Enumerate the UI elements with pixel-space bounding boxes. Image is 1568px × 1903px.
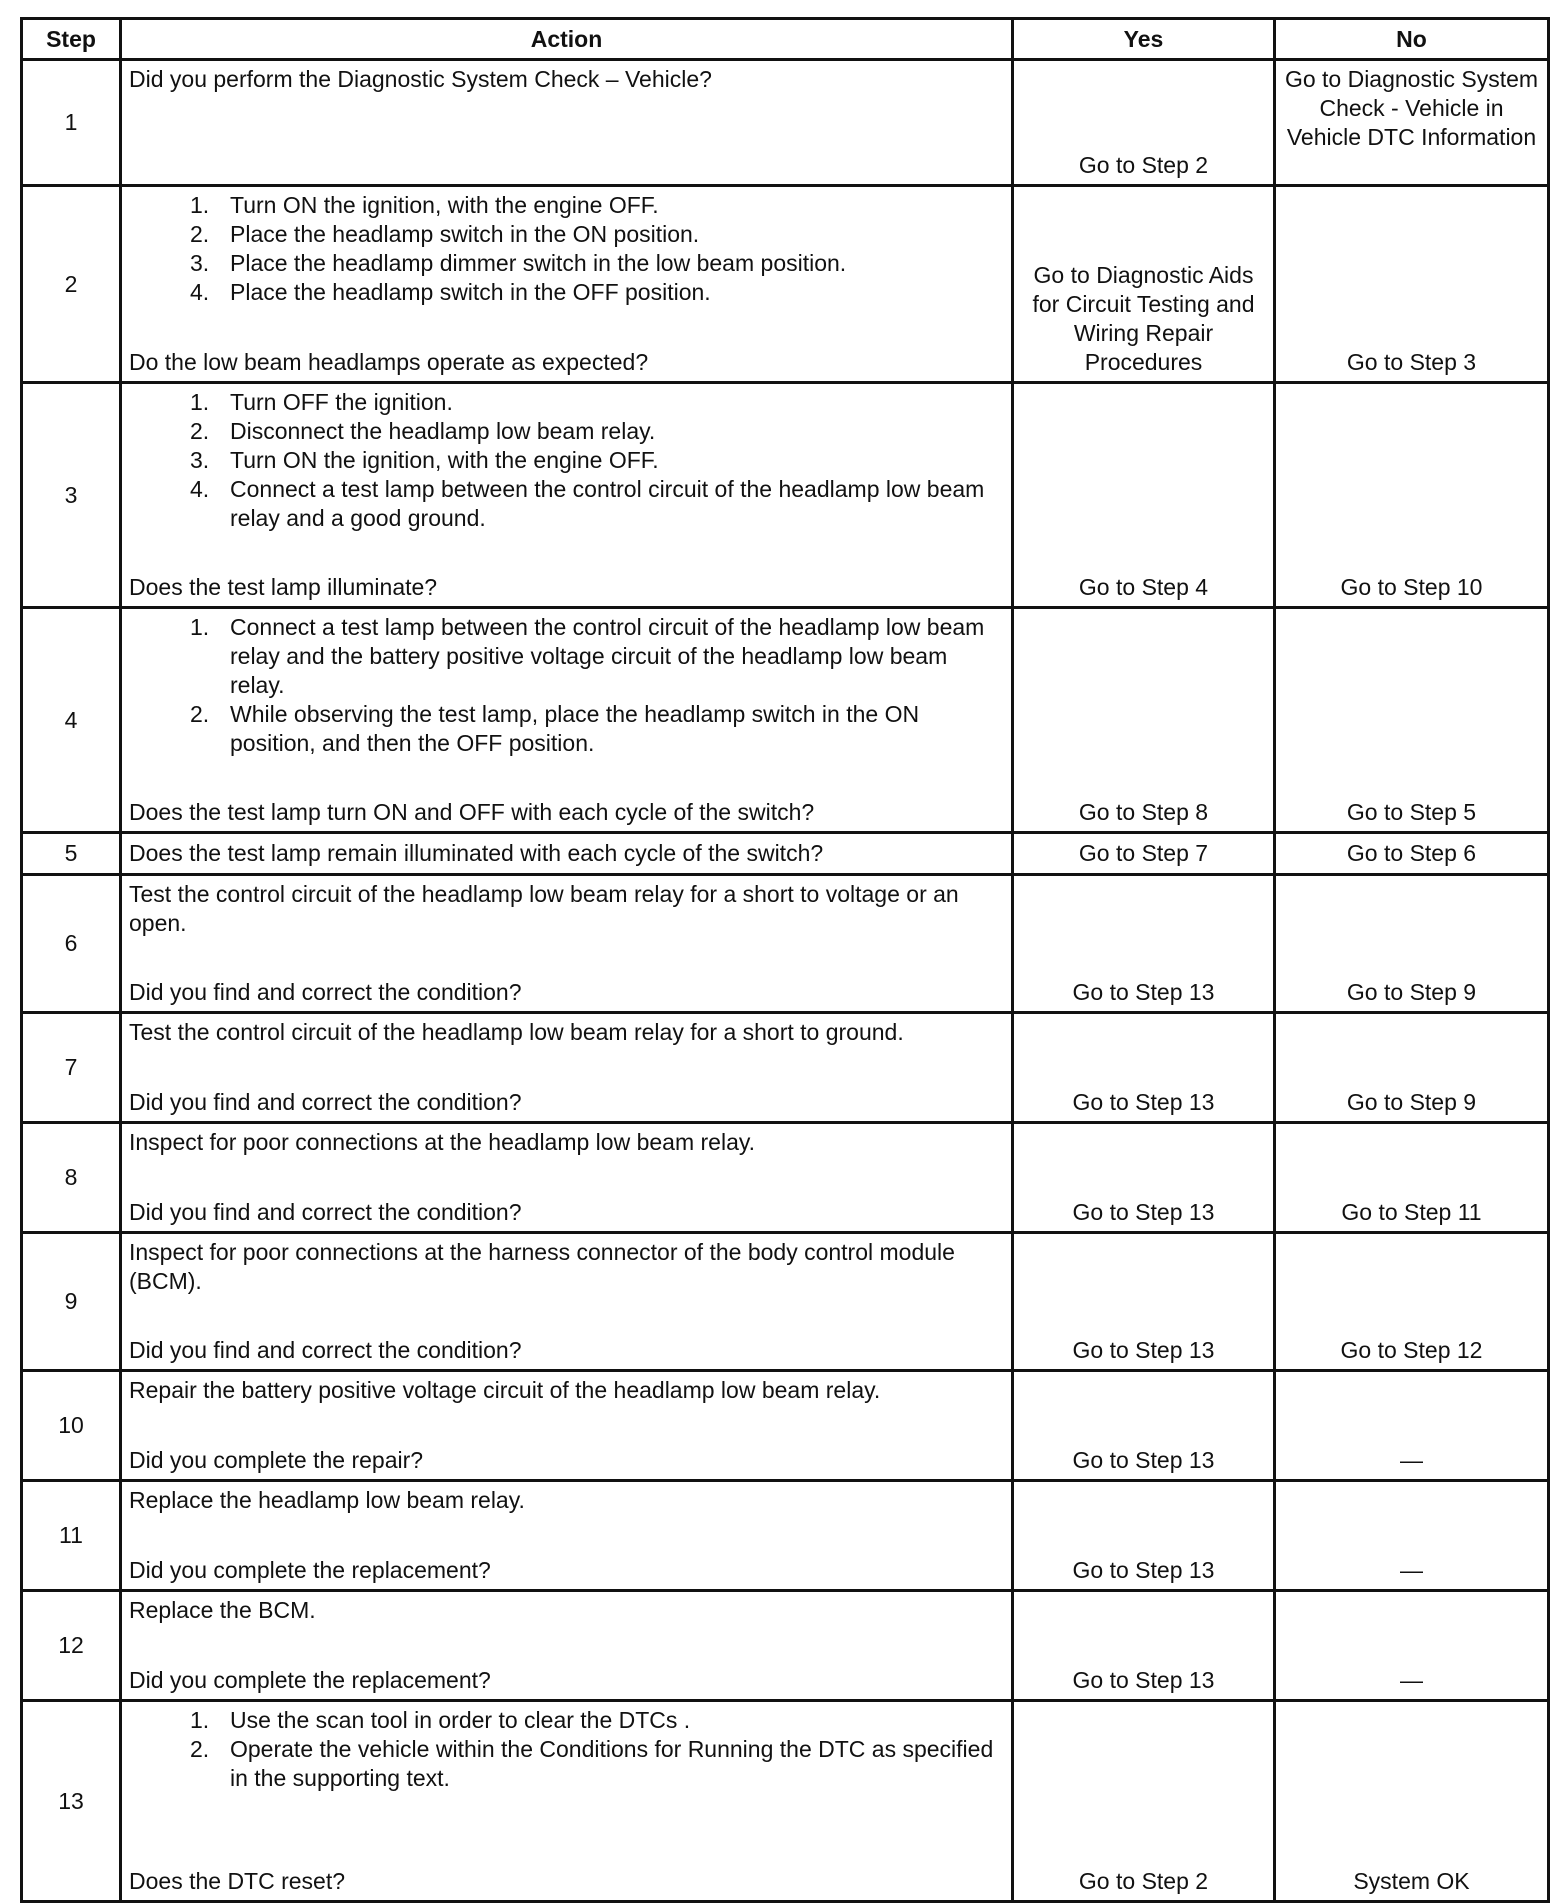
yes-result: Go to Step 4 [1078,574,1209,600]
step-cell: 11 [22,1481,121,1591]
step-cell: 5 [22,833,121,875]
instruction-item [129,388,997,417]
instruction-number: 1. [190,1707,210,1733]
table-row [22,875,1549,1013]
yes-result: Go to Step 2 [1078,152,1209,178]
instruction-text: Turn ON the ignition, with the engine OFF. [230,192,659,218]
no-cell [1275,186,1549,383]
instruction-text: Operate the vehicle within the Conditions for Running the DTC as specified in the supporting text. [230,1736,994,1791]
action-cell [121,608,1013,833]
action-cell [121,875,1013,1013]
table-row [22,1123,1549,1233]
action-content [122,609,1011,831]
yes-cell [1013,1701,1275,1902]
instruction-text: While observing the test lamp, place the headlamp switch in the ON position, and then the OFF position. [230,701,920,756]
yes-cell [1013,608,1275,833]
no-cell [1275,383,1549,608]
instruction-item [129,700,997,758]
action-question: Did you find and correct the condition? [129,1089,522,1115]
action-description: Inspect for poor connections at the harness connector of the body control module (BCM). [129,1239,955,1294]
yes-result: Go to Step 13 [1072,1199,1215,1225]
table-body [22,60,1549,1902]
instruction-item [129,1735,997,1793]
no-cell [1275,1013,1549,1123]
instruction-text: Turn ON the ignition, with the engine OFF. [230,447,659,473]
instruction-text: Use the scan tool in order to clear the DTCs . [230,1707,691,1733]
step-cell: 8 [22,1123,121,1233]
table-row [22,383,1549,608]
action-cell [121,186,1013,383]
action-description: Test the control circuit of the headlamp low beam relay for a short to voltage or an open. [129,881,959,936]
step-cell: 6 [22,875,121,1013]
no-result: Go to Step 5 [1346,799,1477,825]
instruction-number: 2. [190,701,210,727]
step-cell: 7 [22,1013,121,1123]
action-cell [121,1481,1013,1591]
instruction-list [129,388,997,533]
action-description: Replace the headlamp low beam relay. [129,1487,525,1513]
action-content [122,1234,1011,1369]
action-content [122,1592,1011,1699]
yes-cell [1013,1481,1275,1591]
action-cell [121,1233,1013,1371]
instruction-text: Turn OFF the ignition. [230,389,453,415]
step-cell: 13 [22,1701,121,1902]
header-no: No [1275,19,1549,60]
yes-result: Go to Step 13 [1072,1337,1215,1363]
yes-result: Go to Step 7 [1078,840,1209,866]
instruction-item [129,249,997,278]
step-cell: 4 [22,608,121,833]
no-cell [1275,1481,1549,1591]
instruction-number: 4. [190,279,210,305]
instruction-text: Place the headlamp switch in the ON position. [230,221,700,247]
action-content [122,1014,1011,1121]
action-question: Do the low beam headlamps operate as expected? [129,349,649,375]
step-cell: 1 [22,60,121,186]
action-cell [121,1371,1013,1481]
action-instructions [129,1376,997,1405]
table-row [22,186,1549,383]
no-cell [1275,1123,1549,1233]
action-cell [121,1013,1013,1123]
yes-result: Go to Diagnostic Aids for Circuit Testing and Wiring Repair Procedures [1032,262,1255,375]
instruction-text: Connect a test lamp between the control circuit of the headlamp low beam relay and a good ground. [230,476,985,531]
instruction-text: Disconnect the headlamp low beam relay. [230,418,656,444]
action-instructions [129,1128,997,1157]
yes-result: Go to Step 13 [1072,1447,1215,1473]
action-instructions [129,1706,997,1793]
action-question: Does the test lamp remain illuminated with each cycle of the switch? [129,840,824,866]
action-cell [121,833,1013,875]
instruction-item [129,613,997,700]
action-content [122,1482,1011,1589]
action-description: Repair the battery positive voltage circuit of the headlamp low beam relay. [129,1377,881,1403]
no-cell [1275,1591,1549,1701]
yes-result: Go to Step 13 [1072,979,1215,1005]
instruction-list [129,1706,997,1793]
table-row [22,1371,1549,1481]
step-cell: 12 [22,1591,121,1701]
instruction-number: 1. [190,192,210,218]
action-instructions [129,388,997,533]
diagnostic-table [20,17,1550,1903]
yes-cell [1013,60,1275,186]
action-question: Does the test lamp turn ON and OFF with each cycle of the switch? [129,799,815,825]
action-description: Test the control circuit of the headlamp low beam relay for a short to ground. [129,1019,904,1045]
yes-cell [1013,833,1275,875]
instruction-number: 2. [190,1736,210,1762]
no-cell [1275,1701,1549,1902]
action-question: Does the test lamp illuminate? [129,574,438,600]
no-cell [1275,1233,1549,1371]
action-cell [121,1591,1013,1701]
action-cell [121,383,1013,608]
no-result: — [1400,1557,1423,1583]
instruction-text: Place the headlamp switch in the OFF position. [230,279,711,305]
action-instructions [129,1238,997,1296]
yes-cell [1013,1013,1275,1123]
no-result: Go to Step 3 [1346,349,1477,375]
no-cell [1275,608,1549,833]
instruction-text: Place the headlamp dimmer switch in the low beam position. [230,250,847,276]
instruction-list [129,613,997,758]
no-cell [1275,833,1549,875]
no-result: Go to Step 6 [1346,840,1477,866]
no-result: Go to Step 12 [1340,1337,1483,1363]
yes-result: Go to Step 13 [1072,1557,1215,1583]
action-content [122,384,1011,606]
step-cell: 2 [22,186,121,383]
no-result: Go to Step 9 [1346,979,1477,1005]
action-instructions [129,191,997,307]
action-cell [121,1701,1013,1902]
instruction-text: Connect a test lamp between the control circuit of the headlamp low beam relay and the battery positive voltage circuit of the headlamp low beam relay. [230,614,985,698]
header-step: Step [22,19,121,60]
no-result: Go to Diagnostic System Check - Vehicle in Vehicle DTC Information [1284,66,1539,150]
action-content [122,834,1011,873]
table-row [22,1013,1549,1123]
no-cell [1275,875,1549,1013]
no-result: Go to Step 10 [1340,574,1483,600]
instruction-number: 2. [190,221,210,247]
header-row [22,19,1549,60]
yes-cell [1013,875,1275,1013]
action-description: Inspect for poor connections at the headlamp low beam relay. [129,1129,756,1155]
action-content [122,187,1011,381]
table-row [22,833,1549,875]
no-result: Go to Step 9 [1346,1089,1477,1115]
yes-cell [1013,1123,1275,1233]
instruction-number: 3. [190,447,210,473]
action-cell [121,60,1013,186]
yes-cell [1013,383,1275,608]
header-yes: Yes [1013,19,1275,60]
action-instructions [129,613,997,758]
step-cell: 10 [22,1371,121,1481]
table-row [22,608,1549,833]
action-question: Did you find and correct the condition? [129,979,522,1005]
action-content [122,876,1011,1011]
action-question: Does the DTC reset? [129,1868,346,1894]
action-instructions [129,880,997,938]
yes-result: Go to Step 2 [1078,1868,1209,1894]
instruction-number: 3. [190,250,210,276]
action-question: Did you complete the replacement? [129,1667,491,1693]
step-cell: 3 [22,383,121,608]
action-question: Did you find and correct the condition? [129,1337,522,1363]
action-description: Replace the BCM. [129,1597,316,1623]
instruction-item [129,278,997,307]
no-cell [1275,60,1549,186]
yes-result: Go to Step 13 [1072,1089,1215,1115]
action-content [122,1372,1011,1479]
instruction-list [129,191,997,307]
instruction-item [129,446,997,475]
table-row [22,1233,1549,1371]
instruction-number: 1. [190,614,210,640]
table-row [22,1591,1549,1701]
table-row [22,1481,1549,1591]
yes-result: Go to Step 13 [1072,1667,1215,1693]
instruction-number: 2. [190,418,210,444]
yes-cell [1013,1371,1275,1481]
action-instructions [129,1596,997,1625]
instruction-number: 1. [190,389,210,415]
action-content [122,1702,1011,1900]
header-action: Action [121,19,1013,60]
action-question: Did you complete the repair? [129,1447,424,1473]
instruction-item [129,220,997,249]
action-content [122,61,1011,184]
no-result: — [1400,1447,1423,1473]
instruction-item [129,475,997,533]
table-row [22,60,1549,186]
yes-cell [1013,1591,1275,1701]
yes-result: Go to Step 8 [1078,799,1209,825]
instruction-item [129,1706,997,1735]
yes-cell [1013,1233,1275,1371]
step-cell: 9 [22,1233,121,1371]
no-result: Go to Step 11 [1341,1199,1482,1225]
action-question: Did you complete the replacement? [129,1557,491,1583]
action-instructions [129,1486,997,1515]
action-question: Did you perform the Diagnostic System Check – Vehicle? [129,66,712,92]
instruction-number: 4. [190,476,210,502]
action-instructions [129,1018,997,1047]
instruction-item [129,417,997,446]
instruction-item [129,191,997,220]
table-row [22,1701,1549,1902]
action-content [122,1124,1011,1231]
no-result: — [1400,1667,1423,1693]
no-result: System OK [1353,1868,1470,1894]
yes-cell [1013,186,1275,383]
action-cell [121,1123,1013,1233]
no-cell [1275,1371,1549,1481]
action-question: Did you find and correct the condition? [129,1199,522,1225]
